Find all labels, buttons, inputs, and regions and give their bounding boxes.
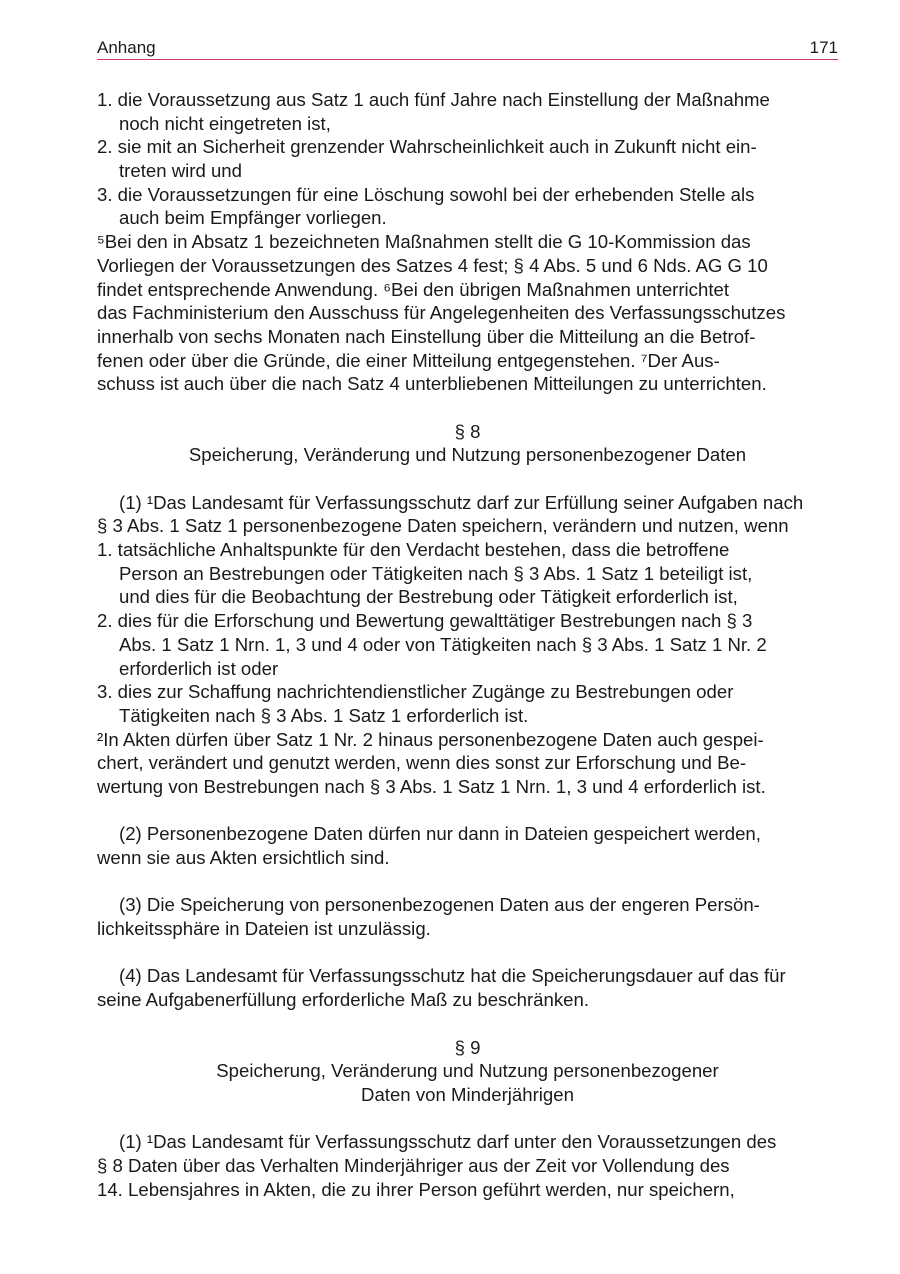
text-line: schuss ist auch über die nach Satz 4 unterbliebenen Mitteilungen zu unterrichten. bbox=[97, 373, 767, 395]
text-line: (2) Personenbezogene Daten dürfen nur dann in Dateien gespeichert werden, bbox=[119, 823, 761, 845]
text-line: § 3 Abs. 1 Satz 1 personenbezogene Daten speichern, verändern und nutzen, wenn bbox=[97, 515, 789, 537]
text-line: auch beim Empfänger vorliegen. bbox=[119, 207, 387, 229]
text-line: (1) ¹Das Landesamt für Verfassungsschutz darf unter den Voraussetzungen des bbox=[119, 1131, 777, 1153]
text-line: 2. dies für die Erforschung und Bewertung gewalttätiger Bestrebungen nach § 3 bbox=[97, 610, 753, 632]
text-line: 1. tatsächliche Anhaltspunkte für den Verdacht bestehen, dass die betroffene bbox=[97, 539, 730, 561]
text-line: (4) Das Landesamt für Verfassungsschutz hat die Speicherungsdauer auf das für bbox=[119, 965, 786, 987]
text-line: treten wird und bbox=[119, 160, 242, 182]
blank-line bbox=[97, 799, 842, 823]
blank-line bbox=[97, 1012, 842, 1036]
document-body bbox=[97, 88, 842, 1201]
section-heading-line: § 9 bbox=[454, 1036, 481, 1058]
text-line: ²In Akten dürfen über Satz 1 Nr. 2 hinaus personenbezogene Daten auch gespei- bbox=[97, 728, 764, 750]
text-line: § 8 Daten über das Verhalten Minderjähriger aus der Zeit vor Vollendung des bbox=[97, 1154, 730, 1176]
text-line: ⁵Bei den in Absatz 1 bezeichneten Maßnahmen stellt die G 10-Kommission das bbox=[97, 231, 751, 253]
text-line: Tätigkeiten nach § 3 Abs. 1 Satz 1 erforderlich ist. bbox=[119, 704, 529, 726]
text-line: 3. dies zur Schaffung nachrichtendienstlicher Zugänge zu Bestrebungen oder bbox=[97, 681, 734, 703]
text-line: fenen oder über die Gründe, die einer Mitteilung entgegenstehen. ⁷Der Aus- bbox=[97, 349, 720, 371]
text-line: und dies für die Beobachtung der Bestrebung oder Tätigkeit erforderlich ist, bbox=[119, 586, 738, 608]
text-line: (1) ¹Das Landesamt für Verfassungsschutz darf zur Erfüllung seiner Aufgaben nach bbox=[119, 491, 804, 513]
text-line: das Fachministerium den Ausschuss für Angelegenheiten des Verfassungsschutzes bbox=[97, 302, 786, 324]
section-heading-line: Speicherung, Veränderung und Nutzung personenbezogener bbox=[216, 1060, 719, 1082]
text-line: 3. die Voraussetzungen für eine Löschung sowohl bei der erhebenden Stelle als bbox=[97, 183, 755, 205]
section-heading-line: Speicherung, Veränderung und Nutzung personenbezogener Daten bbox=[188, 444, 747, 466]
text-line: lichkeitssphäre in Dateien ist unzulässig. bbox=[97, 918, 431, 940]
page-number: 171 bbox=[809, 38, 838, 57]
section-heading-line: Daten von Minderjährigen bbox=[361, 1083, 574, 1105]
section-heading-line: § 8 bbox=[454, 420, 481, 442]
blank-line bbox=[97, 941, 842, 965]
text-line: 14. Lebensjahres in Akten, die zu ihrer Person geführt werden, nur speichern, bbox=[97, 1178, 735, 1200]
blank-line bbox=[97, 467, 842, 491]
text-line: findet entsprechende Anwendung. ⁶Bei den übrigen Maßnahmen unterrichtet bbox=[97, 278, 729, 300]
text-line: 2. sie mit an Sicherheit grenzender Wahrscheinlichkeit auch in Zukunft nicht ein- bbox=[97, 136, 757, 158]
blank-line bbox=[97, 1107, 842, 1131]
blank-line bbox=[97, 396, 842, 420]
text-line: wertung von Bestrebungen nach § 3 Abs. 1 Satz 1 Nrn. 1, 3 und 4 erforderlich ist. bbox=[97, 775, 766, 797]
text-line: innerhalb von sechs Monaten nach Einstellung über die Mitteilung an die Betrof- bbox=[97, 325, 756, 347]
text-line: chert, verändert und genutzt werden, wenn dies sonst zur Erforschung und Be- bbox=[97, 752, 747, 774]
text-line: Vorliegen der Voraussetzungen des Satzes 4 fest; § 4 Abs. 5 und 6 Nds. AG G 10 bbox=[97, 254, 768, 276]
text-line: Person an Bestrebungen oder Tätigkeiten nach § 3 Abs. 1 Satz 1 beteiligt ist, bbox=[119, 562, 753, 584]
running-header bbox=[97, 37, 838, 60]
blank-line bbox=[97, 870, 842, 894]
text-line: 1. die Voraussetzung aus Satz 1 auch fünf Jahre nach Einstellung der Maßnahme bbox=[97, 89, 770, 110]
text-line: seine Aufgabenerfüllung erforderliche Maß zu beschränken. bbox=[97, 989, 589, 1011]
text-line: erforderlich ist oder bbox=[119, 657, 279, 679]
header-section-title: Anhang bbox=[97, 38, 156, 57]
text-line: Abs. 1 Satz 1 Nrn. 1, 3 und 4 oder von Tätigkeiten nach § 3 Abs. 1 Satz 1 Nr. 2 bbox=[119, 633, 767, 655]
text-line: wenn sie aus Akten ersichtlich sind. bbox=[97, 847, 390, 868]
text-line: (3) Die Speicherung von personenbezogenen Daten aus der engeren Persön- bbox=[119, 894, 760, 916]
text-line: noch nicht eingetreten ist, bbox=[119, 112, 331, 134]
